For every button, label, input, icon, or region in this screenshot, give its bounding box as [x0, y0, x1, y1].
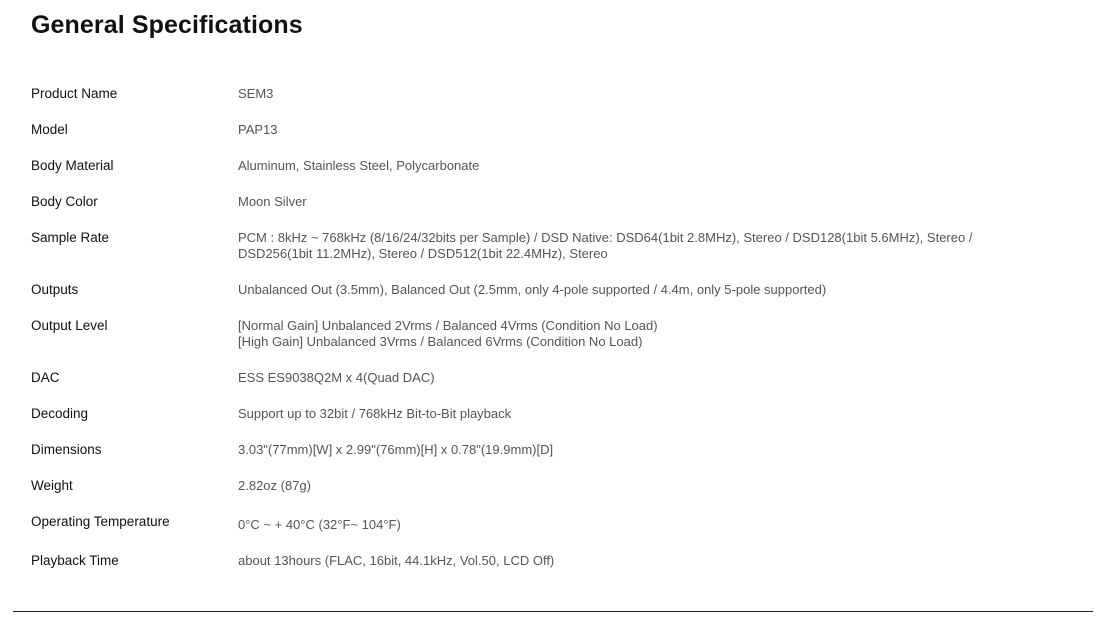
spec-value: 3.03"(77mm)[W] x 2.99"(76mm)[H] x 0.78"(19.9mm)[D]: [238, 442, 554, 457]
spec-value: ESS ES9038Q2M x 4(Quad DAC): [238, 370, 435, 385]
spec-value: Moon Silver: [238, 194, 307, 209]
spec-row-product-name: [31, 78, 1091, 114]
spec-row-playback-time: [31, 545, 1091, 581]
spec-row-decoding: [31, 398, 1091, 434]
spec-label: DAC: [31, 370, 60, 385]
spec-value: Unbalanced Out (3.5mm), Balanced Out (2.5mm, only 4-pole supported / 4.4m, only 5-pole supported): [238, 282, 827, 297]
spec-label: Output Level: [31, 318, 108, 333]
spec-row-dac: [31, 362, 1091, 398]
spec-value: PAP13: [238, 122, 278, 137]
spec-value: [Normal Gain] Unbalanced 2Vrms / Balanced 4Vrms (Condition No Load) [High Gain] Unbalanced 3Vrms / Balanced 6Vrms (Condition No Load): [238, 318, 658, 349]
spec-label: Decoding: [31, 406, 89, 421]
spec-row-outputs: [31, 274, 1091, 310]
spec-label: Dimensions: [31, 442, 102, 457]
spec-value: SEM3: [238, 86, 274, 101]
spec-row-model: [31, 114, 1091, 150]
spec-label: Playback Time: [31, 553, 119, 568]
spec-row-operating-temperature: [31, 506, 1091, 545]
spec-label: Sample Rate: [31, 230, 110, 245]
spec-label: Model: [31, 122, 68, 137]
spec-row-output-level: [31, 310, 1091, 362]
spec-value: 0°C ~ + 40°C (32°F~ 104°F): [238, 517, 401, 532]
spec-value: 2.82oz (87g): [238, 478, 311, 493]
spec-label: Operating Temperature: [31, 514, 170, 529]
spec-row-body-color: [31, 186, 1091, 222]
spec-row-dimensions: [31, 434, 1091, 470]
spec-label: Outputs: [31, 282, 79, 297]
spec-row-weight: [31, 470, 1091, 506]
spec-value: PCM : 8kHz ~ 768kHz (8/16/24/32bits per Sample) / DSD Native: DSD64(1bit 2.8MHz), Stereo / DSD128(1bit 5.6MHz), Stereo / DSD256(1bit 11.2MHz), Stereo / DSD512(1bit 22.4MHz), Stereo: [238, 230, 973, 261]
page-title: General Specifications: [31, 11, 303, 39]
spec-table: [31, 78, 1091, 581]
spec-value: about 13hours (FLAC, 16bit, 44.1kHz, Vol.50, LCD Off): [238, 553, 555, 568]
spec-value: Support up to 32bit / 768kHz Bit-to-Bit playback: [238, 406, 512, 421]
spec-row-sample-rate: [31, 222, 1091, 274]
spec-label: Product Name: [31, 86, 118, 101]
spec-row-body-material: [31, 150, 1091, 186]
spec-label: Weight: [31, 478, 73, 493]
spec-label: Body Color: [31, 194, 98, 209]
spec-label: Body Material: [31, 158, 114, 173]
divider: [13, 611, 1093, 612]
spec-value: Aluminum, Stainless Steel, Polycarbonate: [238, 158, 480, 173]
